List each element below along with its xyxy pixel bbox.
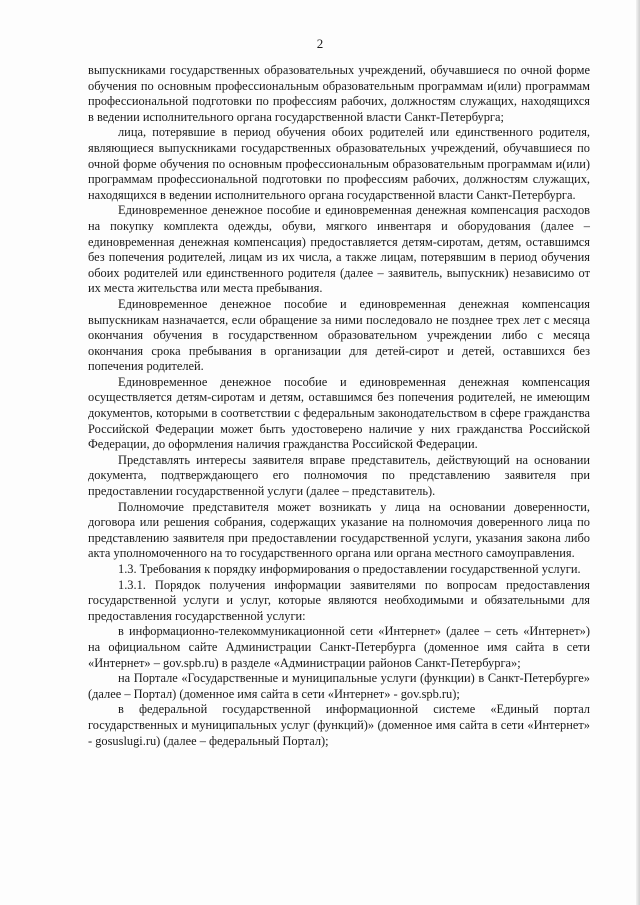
paragraph-lost-parents: лица, потерявшие в период обучения обоих родителей или единственного родителя, являющиеся выпускниками государственных образовательных учреждений, обучавшиеся по очной форме обучения по основным профессиональным образовательным программам и(или) программам профессиональной подготовки по профессиям рабочих, должностям служащих, находящихся в ведении исполнительного органа государственной власти Санкт-Петербурга. (88, 125, 590, 202)
section-heading-1-3-1: 1.3.1. Порядок получения информации заявителями по вопросам предоставления государственной услуги и услуг, которые являются необходимыми и обязательными для предоставления государственной услуги: (88, 577, 590, 623)
list-item-federal-portal: в федеральной государственной информационной системе «Единый портал государственных и муниципальных услуг (функций)» (доменное имя сайта в сети «Интернет» - gosuslugi.ru) (далее – федеральный Портал); (88, 702, 590, 748)
list-item-portal: на Портале «Государственные и муниципальные услуги (функции) в Санкт-Петербурге» (далее – Портал) (доменное имя сайта в сети «Интернет» - gov.spb.ru); (88, 671, 590, 701)
paragraph-graduates-continuation: выпускниками государственных образовательных учреждений, обучавшиеся по очной форме обучения по основным профессиональным образовательным программам и(или) программам профессиональной подготовки по профессиям рабочих, должностям служащих, находящихся в ведении исполнительного органа государственной власти Санкт-Петербурга; (88, 63, 590, 124)
paragraph-citizenship: Единовременное денежное пособие и единовременная денежная компенсация осуществляется детям-сиротам и детям, оставшимся без попечения родителей, не имеющим документов, которыми в соответствии с федеральным законодательством в сфере гражданства Российской Федерации может быть удостоверено наличие у них гражданства Российской Федерации, до оформления наличия гражданства Российской Федерации. (88, 374, 590, 452)
list-item-internet: в информационно-телекоммуникационной сети «Интернет» (далее – сеть «Интернет») на официальном сайте Администрации Санкт-Петербурга (доменное имя сайта в сети «Интернет» – gov.spb.ru) в разделе «Администрации районов Санкт-Петербурга»; (88, 624, 590, 670)
page-number: 2 (316, 36, 324, 51)
paragraph-application-deadline: Единовременное денежное пособие и единовременная денежная компенсация выпускникам назначается, если обращение за ними последовало не позднее трех лет с месяца окончания обучения в государственном образовательном учреждении либо с месяца окончания срока пребывания в организации для детей-сирот и детей, оставшихся без попечения родителей. (88, 296, 590, 374)
scan-edge (636, 0, 640, 905)
paragraph-representative: Представлять интересы заявителя вправе представитель, действующий на основании документа, подтверждающего его полномочия по представлению заявителя при предоставлении государственной услуги (далее – представитель). (88, 452, 590, 499)
document-body (88, 63, 590, 749)
paragraph-representative-authority: Полномочие представителя может возникать у лица на основании доверенности, договора или решения собрания, содержащих указание на полномочия доверенного лица по представлению заявителя при предоставлении государственной услуги, указания закона либо акта уполномоченного на то государственного органа или органа местного самоуправления. (88, 499, 590, 561)
section-heading-1-3: 1.3. Требования к порядку информирования о предоставлении государственной услуги. (118, 562, 581, 576)
paragraph-one-time-allowance: Единовременное денежное пособие и единовременная денежная компенсация расходов на покупку комплекта одежды, обуви, мягкого инвентаря и оборудования (далее – единовременная денежная компенсация) предоставляется детям-сиротам, детям, оставшимся без попечения родителей, лицам из их числа, а также лицам, потерявшим в период обучения обоих родителей или единственного родителя (далее – заявитель, выпускник) независимо от их места жительства или места пребывания. (88, 203, 590, 296)
